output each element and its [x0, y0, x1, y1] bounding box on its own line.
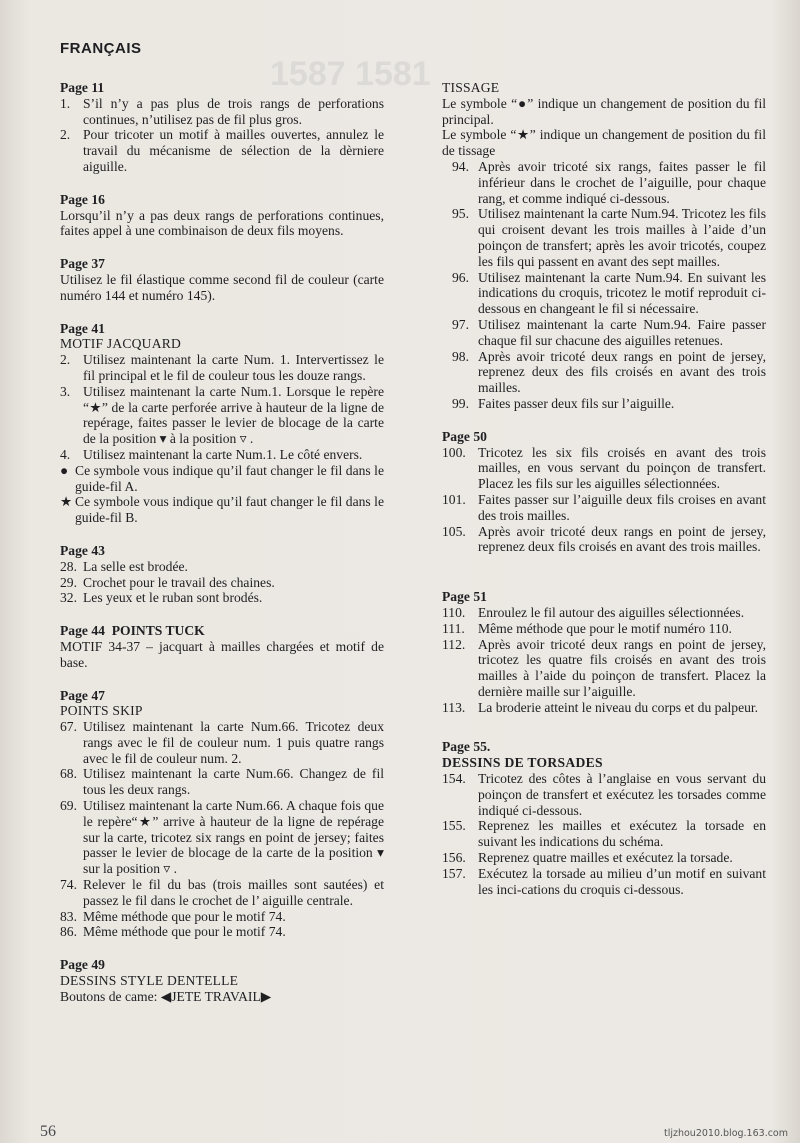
- list-item: 3. Utilisez maintenant la carte Num.1. Lorsque le repère “★” de la carte perforée arrive à hauteur de la ligne de repérage, faites passer le levier de blocage de la carte de la position ▾ à la position ▿ .: [60, 383, 384, 447]
- section-title: Page 49: [60, 957, 105, 973]
- list-item: 86. Même méthode que pour le motif 74.: [60, 924, 286, 940]
- section-page-44: [60, 623, 384, 670]
- section-subtitle: DESSINS STYLE DENTELLE: [60, 973, 239, 989]
- list-item: 105. Après avoir tricoté deux rangs en point de jersey, reprenez deux fils croisés en avant des trois mailles.: [442, 523, 766, 555]
- section-title: Page 43: [60, 542, 105, 558]
- section-subtitle: MOTIF JACQUARD: [60, 336, 182, 352]
- section-page-37: [60, 256, 384, 303]
- section-page-16: [60, 192, 384, 239]
- paragraph: Utilisez le fil élastique comme second fil de couleur (carte numéro 144 et numéro 145).: [60, 271, 384, 303]
- paragraph: Boutons de came: ◀JETE TRAVAIL▶: [60, 988, 272, 1004]
- list-item: 95. Utilisez maintenant la carte Num.94. Tricotez les fils qui croisent devant les trois mailles à l’aide d’un poinçon de transfert; après les avoir tricotés, coupez les fils qui passent en avant des sept mailles.: [452, 206, 766, 269]
- section-title: Page 44 POINTS TUCK: [60, 623, 205, 639]
- list-item: 2. Utilisez maintenant la carte Num. 1. Intervertissez le fil principal et le fil de couleur tous les douze rangs.: [60, 352, 384, 383]
- list-item: 97. Utilisez maintenant la carte Num.94. Faire passer chaque fil sur chacune des aiguilles retenues.: [452, 316, 766, 348]
- section-title: Page 16: [60, 191, 105, 207]
- left-column: [60, 80, 384, 1022]
- list-item: ★ Ce symbole vous indique qu’il faut changer le fil dans le guide-fil B.: [60, 494, 384, 526]
- section-subtitle: TISSAGE: [442, 80, 500, 95]
- section-page-55: [442, 739, 766, 897]
- section-page-49: [60, 957, 384, 1004]
- list-item: 98. Après avoir tricoté deux rangs en point de jersey, reprenez deux des fils croisés en avant des trois mailles.: [452, 348, 766, 396]
- list-item: 110. Enroulez le fil autour des aiguilles sélectionnées.: [442, 604, 745, 620]
- list-item: 111. Même méthode que pour le motif numéro 110.: [442, 620, 732, 636]
- section-title: Page 11: [60, 80, 105, 95]
- list-item: 100. Tricotez les six fils croisés en avant des trois mailles, en vous servant du poinçon de transfert. Placez les fils sur les aiguilles sélectionnées.: [442, 444, 766, 492]
- section-subtitle: POINTS SKIP: [60, 703, 143, 719]
- list-item: 28. La selle est brodée.: [60, 558, 188, 574]
- list-item: 32. Les yeux et le ruban sont brodés.: [60, 590, 263, 606]
- list-item: 101. Faites passer sur l’aiguille deux fils croises en avant des trois mailles.: [442, 491, 766, 523]
- dot-symbol-icon: ●: [60, 462, 69, 478]
- list-item: 74. Relever le fil du bas (trois mailles sont sautées) et passez le fil dans le crochet de l’ aiguille centrale.: [60, 877, 384, 908]
- section-subtitle: DESSINS DE TORSADES: [442, 755, 603, 771]
- list-item: 113. La broderie atteint le niveau du corps et du palpeur.: [442, 699, 759, 715]
- list-item: 2. Pour tricoter un motif à mailles ouvertes, annulez le travail du mécanisme de sélection de la dèrniere aiguille.: [60, 127, 384, 174]
- section-tissage: [442, 80, 766, 412]
- section-page-11: [60, 80, 384, 175]
- list-item: 155. Reprenez les mailles et exécutez la torsade en suivant les indications du schéma.: [442, 818, 766, 850]
- section-title: Page 55.: [442, 739, 491, 755]
- list-item: 156. Reprenez quatre mailles et exécutez la torsade.: [442, 850, 733, 866]
- star-symbol-icon: ★: [60, 494, 73, 510]
- list-item: 69. Utilisez maintenant la carte Num.66. A chaque fois que le repère“★” arrive à hauteur de la ligne de repérage sur la carte, tricotez six rangs en point de jersey; faites passer le levier de blocage de la carte de la position ▾ sur la position ▿ .: [60, 798, 384, 877]
- list-item: 94. Après avoir tricoté six rangs, faites passer le fil inférieur dans le crochet de l’aiguille, pour chaque rang, et comme indiqué ci-dessous.: [452, 158, 766, 206]
- list-item: 68. Utilisez maintenant la carte Num.66. Changez de fil tous les deux rangs.: [60, 766, 384, 798]
- list-item: 4. Utilisez maintenant la carte Num.1. Le côté envers.: [60, 446, 363, 462]
- list-item: 67. Utilisez maintenant la carte Num.66. Tricotez deux rangs avec le fil de couleur num. 1 puis quatre rangs avec le fil de couleur num. 2.: [60, 719, 384, 766]
- paragraph: Le symbole “★” indique un changement de position du fil de tissage: [442, 127, 766, 159]
- section-title: Page 50: [442, 428, 487, 444]
- right-column: [442, 80, 766, 914]
- section-page-41: [60, 321, 384, 526]
- page-number: 56: [40, 1123, 56, 1140]
- list-item: 1. S’il n’y a pas plus de trois rangs de perforations continues, n’utilisez pas de fil plus gros.: [60, 95, 384, 127]
- section-title: Page 37: [60, 256, 105, 272]
- section-page-47: [60, 688, 384, 941]
- paragraph: Lorsqu’il n’y a pas deux rangs de perforations continues, faites appel à une combinaison de deux fils moyens.: [60, 207, 384, 239]
- section-page-51: [442, 589, 766, 715]
- list-item: ● Ce symbole vous indique qu’il faut changer le fil dans le guide-fil A.: [60, 462, 384, 494]
- watermark: tljzhou2010.blog.163.com: [663, 1128, 788, 1139]
- section-title: Page 51: [442, 589, 487, 605]
- list-item: 154. Tricotez des côtes à l’anglaise en vous servant du poinçon de transfert et exécutez les torsades comme indiqué ci-dessous.: [442, 771, 766, 818]
- paragraph: Le symbole “●” indique un changement de position du fil principal.: [442, 95, 766, 127]
- section-title: Page 47: [60, 687, 105, 703]
- section-title: Page 41: [60, 320, 105, 336]
- list-item: 99. Faites passer deux fils sur l’aiguille.: [452, 395, 675, 411]
- list-item: 157. Exécutez la torsade au milieu d’un motif en suivant les inci-cations du croquis ci-dessous.: [442, 865, 766, 897]
- show-through-decoration: 1587 1581: [270, 55, 431, 93]
- list-item: 83. Même méthode que pour le motif 74.: [60, 908, 286, 924]
- list-item: 112. Après avoir tricoté deux rangs en point de jersey, tricotez les quatre fils croisés en avant des trois mailles à l’aide du poinçon de transfert. Placez la dernière maille sur l’aiguille.: [442, 636, 766, 699]
- list-item: 96. Utilisez maintenant la carte Num.94. En suivant les indications du croquis, tricotez le motif reproduit ci-dessous en changeant le fil si nécessaire.: [452, 269, 766, 317]
- section-page-50: [442, 429, 766, 555]
- language-heading: FRANÇAIS: [60, 40, 142, 57]
- paragraph: MOTIF 34-37 – jacquart à mailles chargées et motif de base.: [60, 638, 384, 670]
- section-page-43: [60, 543, 384, 606]
- list-item: 29. Crochet pour le travail des chaines.: [60, 574, 275, 590]
